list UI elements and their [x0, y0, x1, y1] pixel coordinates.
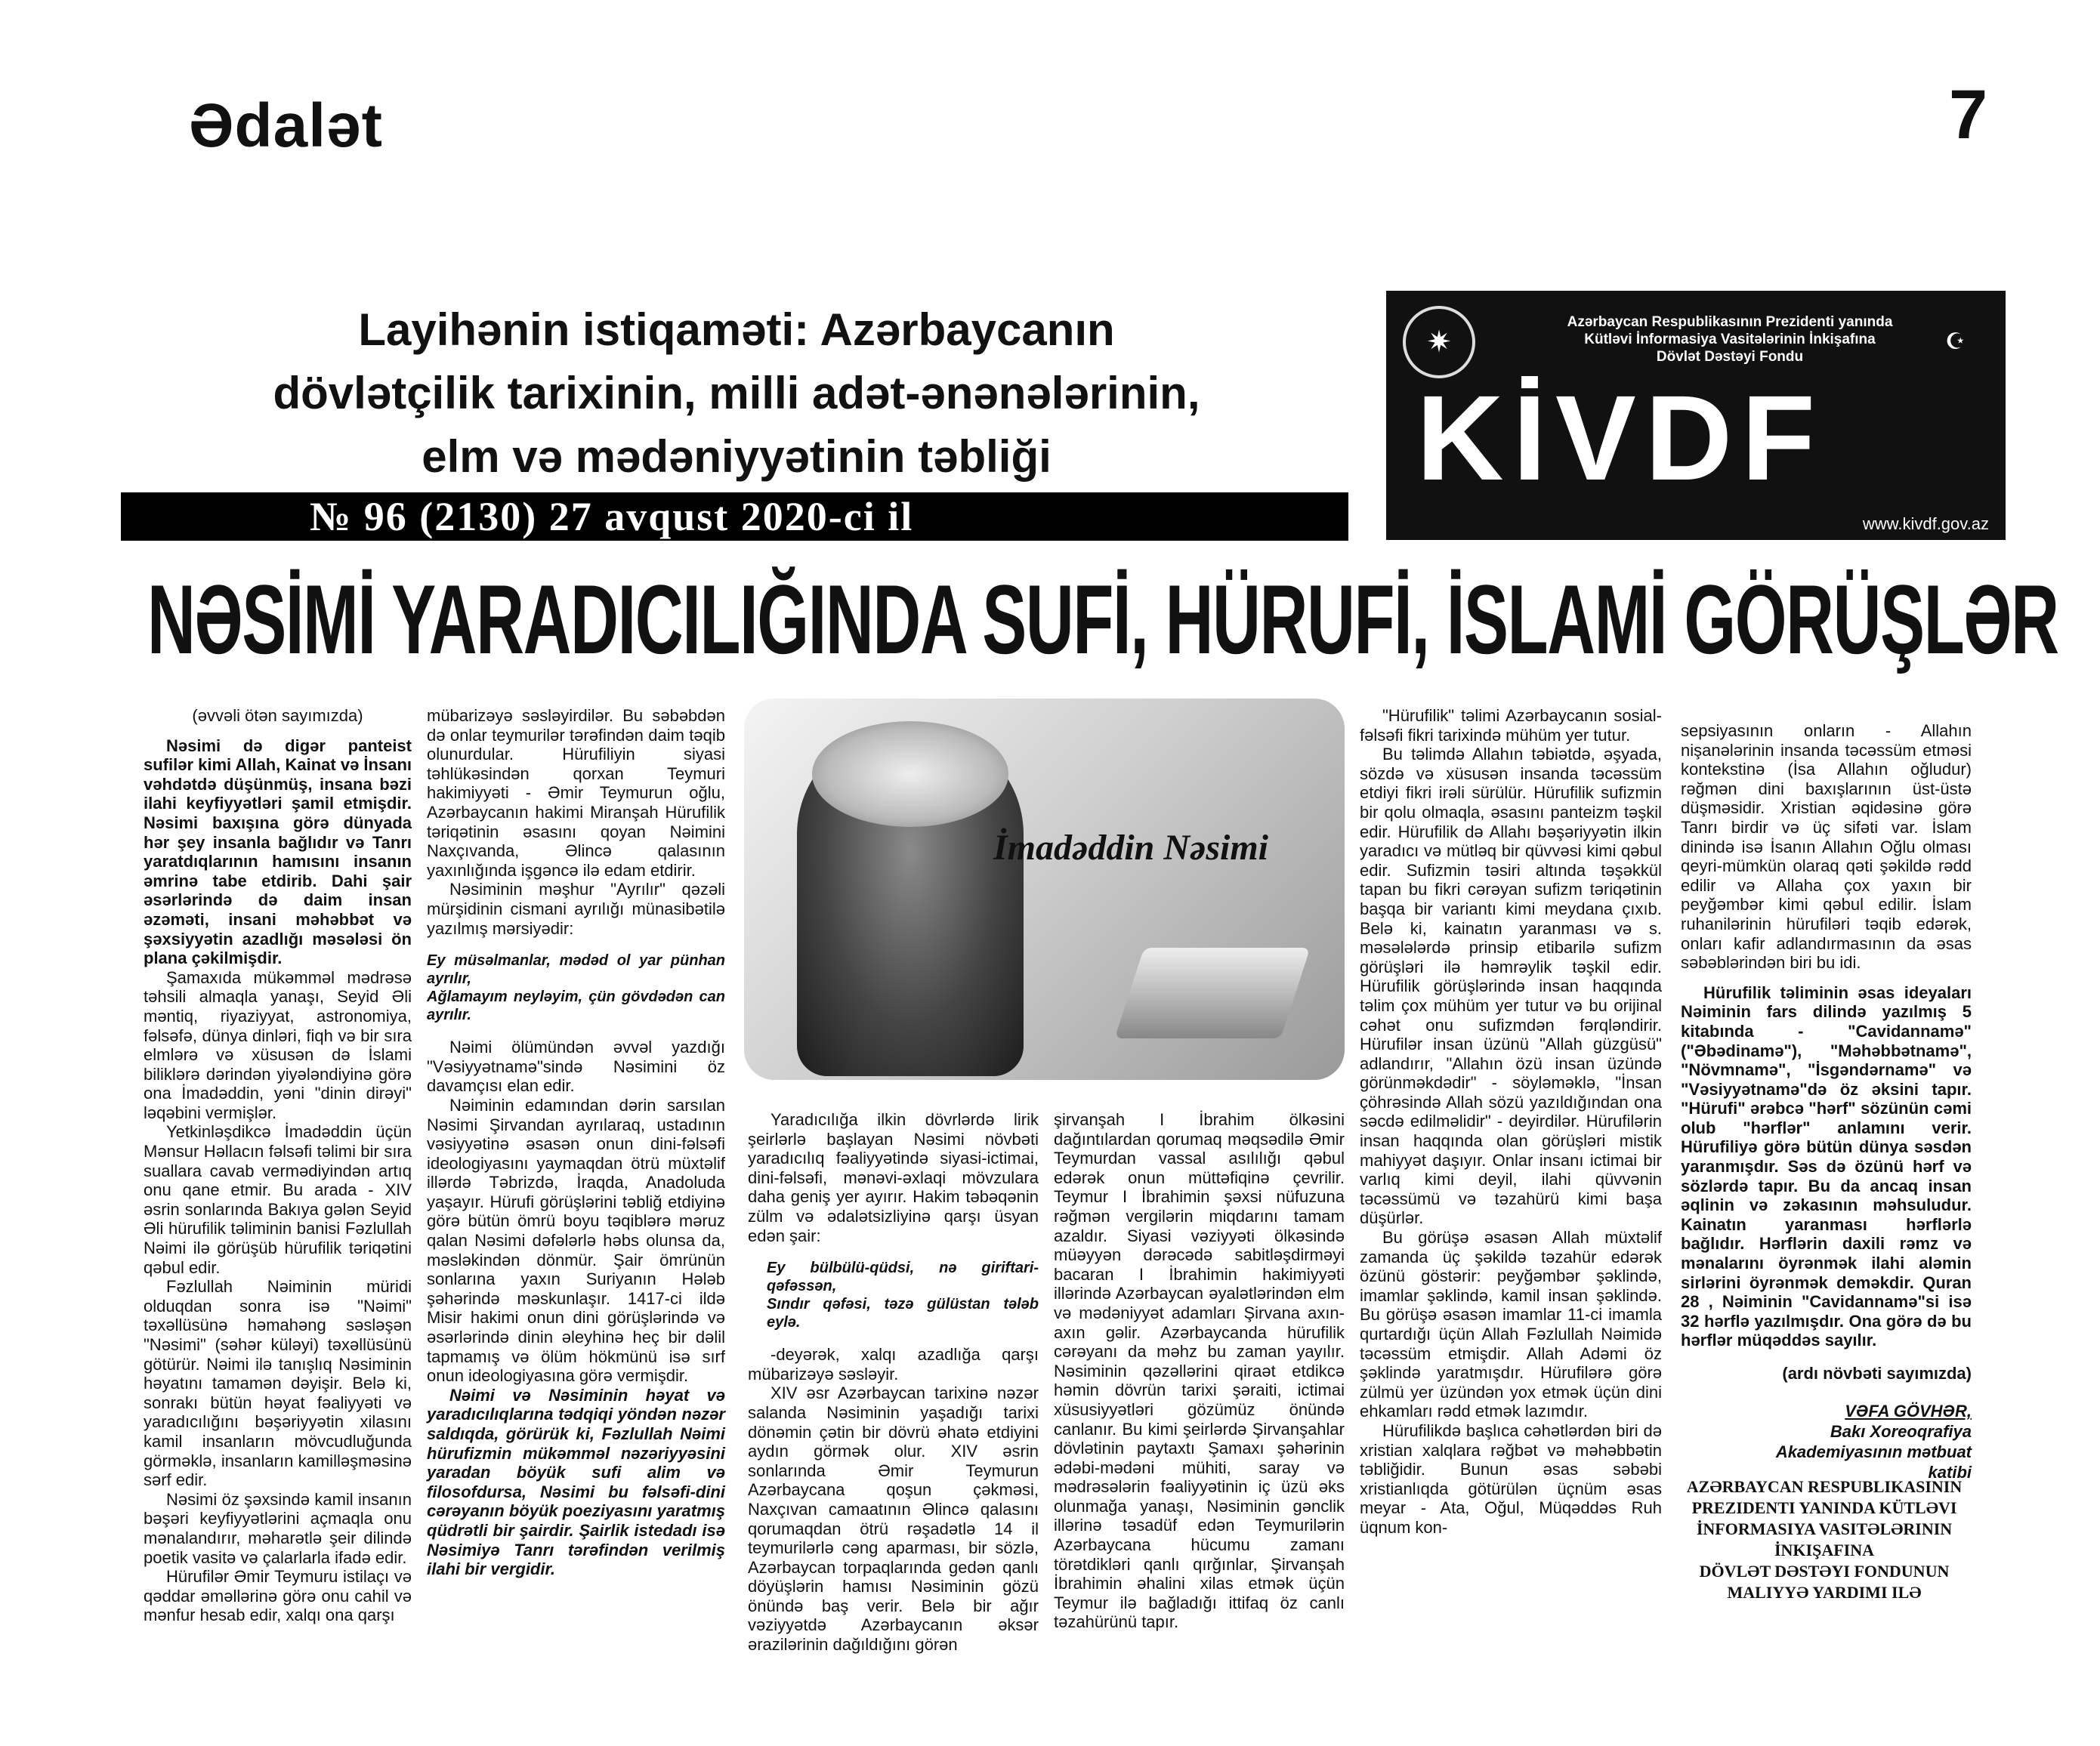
paragraph: Nəimi ölümündən əvvəl yazdığı "Vəsiyyətnamə"sində Nəsimini öz davamçısı elan edir.	[427, 1038, 725, 1096]
article-column-2	[427, 706, 725, 1579]
author-title: Bakı Xoreoqrafiya	[1830, 1422, 1972, 1441]
paragraph: şirvanşah I İbrahim ölkəsini dağıntılardan qorumaq məqsədilə Əmir Teymurdan vassal asılılığı qəbul edərək onun müttəfiqinə çevrilir. Teymur I İbrahimin şəxsi nüfuzuna rəğmən vergilərin miqdarını tamam azaldır. Siyasi vəziyyəti ölkəsində müəyyən dərəcədə sabitləşdirməyi bacaran I İbrahimin hakimiyyəti illərində Azərbaycan əyalətlərindən elm və mədəniyyət adamları Şirvana axın-axın gəlir. Azərbaycanda hürufilik cərəyanı da məhz bu zaman yayılır. Nəsiminin qəzəllərini qiraət etdikcə həmin dövrün tarixi şəraiti, ictimai xüsusiyyətləri gözümüz önündə canlanır. Bu kimi şeirlərdə Şirvanşahlar dövlətinin paytaxtı Şamaxı şəhərinin ədəbi-mədəni mühiti, saray və mədrəsələrin fəaliyyətinin iç üzü əks olunmağa yanaşı, Nəsiminin gənclik illərinə təsadüf edən Teymurilərin Azərbaycana hücumu zamanı törətdikləri qanlı qırğınlar, Şirvanşah İbrahimin əhalini xilas etmək üçün Teymur ilə bağladığı ittifaq öz canlı təzahürünü tapır.	[1054, 1110, 1345, 1632]
paragraph: "Hürufilik" təlimi Azərbaycanın sosial-fəlsəfi fikri tarixində mühüm yer tutur.	[1360, 706, 1662, 745]
paragraph: sepsiyasının onların - Allahın nişanələrinin insanda təcəssüm etməsi kontekstinə (İsa Allahın oğludur) rəğmən dini baxışlarının üst-üstə düşməsidir. Xristian əqidəsinə görə Tanrı birdir və üç sifəti var. İslam dinində isə İsanın Allahın Oğlu olması qeyri-mümkün olaraq qəti şəkildə rədd edilir və Allaha çox yaxın bir peyğəmbər kimi qəbul edilir. İslam ruhanilərinin hürufiləri təqib edərək, onları kafir adlandırmasının da əsas səbəblərindən biri bu idi.	[1681, 721, 1972, 973]
paragraph: Yaradıcılığa ilkin dövrlərdə lirik şeirlərlə başlayan Nəsimi növbəti yaradıcılıq fəaliyyətində siyasi-ictimai, dini-fəlsəfi, mənəvi-əxlaqi mövzulara daha geniş yer ayırır. Hakim təbəqənin zülm və ədalətsizliyinə qarşı üsyan edən şair:	[748, 1110, 1039, 1245]
paragraph: Bu təlimdə Allahın təbiətdə, əşyada, sözdə və xüsusən insanda təcəssüm etdiyi fikri irəli sürülür. Hürufilik sufizmin bir qolu olmaqla, əsasını panteizm təşkil edir. Hürufilik də Allahı bəşəriyyətin ilkin yaradıcı və mütləq bir qüvvəsi kimi qəbul edir. Sufizmin təsiri altında təşəkkül tapan bu fikri cərəyan sufizm təriqətinin başqa bir variantı kimi meydana çıxıb. Belə ki, kainatın yaranması və s. məsələlərdə prinsip etibarilə sufizm görüşləri ilə həmrəylik təşkil edir. Hürufilik görüşlərində insan haqqında təlim çox mühüm yer tutur və bu orijinal cəhət onu sufizmdən fərqləndirir. Hürufilər insan üzünü "Allah güzgüsü" adlandırır, "Allahın özü insan üzündə görünməkdədir" - söyləməklə, "İnsan çöhrəsində Allah sözü yazıldığından ona səcdə edilməlidir" - deyirdilər. Hürufilərin insan haqqında olan görüşləri mistik mahiyyət daşıyır. Onlar insanı ictimai bir varlıq kimi deyil, ilahi qüvvənin təcəssümü və təzahürü kimi başa düşürlər.	[1360, 745, 1662, 1228]
article-column-5	[1360, 706, 1662, 1538]
author-title: Akademiyasının mətbuat katibi	[1775, 1442, 1972, 1482]
issue-bar: № 96 (2130) 27 avqust 2020-ci il	[121, 492, 1348, 541]
sponsor-line: DÖVLƏT DƏSTƏYI FONDUNUN	[1699, 1562, 1950, 1581]
article-column-4	[1054, 1110, 1345, 1632]
poem-line: Sındır qəfəsi, təzə gülüstan tələb eylə.	[767, 1296, 1039, 1331]
fund-name	[1492, 313, 1968, 366]
portrait-turban	[812, 721, 1008, 827]
poem-quote	[767, 1259, 1039, 1331]
paragraph: mübarizəyə səsləyirdilər. Bu səbəbdən də onlar teymurilər tərəfindən daim təqib olunurdular. Hürufiliyin siyasi təhlükəsindən qorxan Teymuri hakimiyyəti - Əmir Teymurun oğlu, Azərbaycanın hakimi Miranşah Hürufilik təriqətinin əsasını qoyan Nəimini Naxçıvanda, Əlincə qalasının yaxınlığında işgəncə ilə edam etdirir.	[427, 706, 725, 880]
paragraph: Fəzlullah Nəiminin müridi olduqdan sonra isə "Nəimi" təxəllüsünə həmahəng səsləşən "Nəsimi" (səhər küləyi) təxəllüsünü götürür. Nəimi ilə tanışlıq Nəsiminin həyatını tamamən dəyişir. Belə ki, sonrakı bütün həyat fəaliyyəti və yaradıcılığını bəşəriyyətin xilasını kamil insanların mövcudluğunda görməklə, insanların kamilləşməsinə sərf edir.	[144, 1277, 412, 1490]
paragraph: Şamaxıda mükəmməl mədrəsə təhsili almaqla yanaşı, Seyid Əli məntiq, riyaziyyat, astronomiya, fəlsəfə, dünya dinləri, fiqh və bir sıra elmlərə və xüsusən də İslami biliklərə dərindən yiyələndiyinə görə ona İmadəddin, yəni "dinin dirəyi" ləqəbini vermişlər.	[144, 967, 412, 1122]
sponsor-line: PREZIDENTI YANINDA KÜTLƏVI	[1691, 1498, 1957, 1517]
author-name: VƏFA GÖVHƏR,	[1845, 1402, 1972, 1421]
paragraph: -deyərək, xalqı azadlığa qarşı mübarizəyə səsləyir.	[748, 1345, 1039, 1384]
tagline-line: dövlətçilik tarixinin, milli adət-ənənələrinin,	[273, 368, 1200, 418]
tagline-line: Layihənin istiqaməti: Azərbaycanın	[358, 304, 1115, 355]
nasimi-portrait-image	[744, 699, 1345, 1080]
project-tagline	[113, 298, 1360, 489]
paragraph: Yetkinləşdikcə İmadəddin üçün Mənsur Həllacın fəlsəfi təlimi bir sıra suallara cavab vermədiyindən artıq onu qane etmir. Bu arada - XIV əsrin sonlarında Bakıya gələn Seyid Əli hürufilik təliminin banisi Fəzlullah Nəimi ilə görüşüb hürufilik təriqətini qəbul edir.	[144, 1122, 412, 1277]
fund-website: www.kivdf.gov.az	[1862, 514, 1989, 533]
continued-note: (əvvəli ötən sayımızda)	[192, 706, 363, 725]
tagline-line: elm və mədəniyyətinin təbliği	[422, 431, 1052, 482]
paragraph: Nəsimi öz şəxsində kamil insanın bəşəri keyfiyyətlərini açmaqla onu mənalandırır, məharətlə şeir dilində poetik vasitə və çalarlarla ifadə edir.	[144, 1489, 412, 1567]
sponsor-note	[1662, 1476, 1987, 1603]
state-emblem-icon: ✷	[1403, 306, 1475, 378]
paragraph: Hürufilik təliminin əsas ideyaları Nəiminin fars dilində yazılmış 5 kitabında - "Cavidannamə" ("Əbədinamə"), "Məhəbbətnamə", "Növmnamə", "İsgəndərnamə" və "Vəsiyyətnamə"də öz əksini tapır. "Hürufi" ərəbcə "hərf" sözünün cəmi olub "hərflər" anlamını verir. Hürufiliyə görə bütün dünya səsdən yaranmışdır. Səs də özünü hərf və sözlərdə tapır. Bu da ancaq insan əqlinin və zəkasının məhsuludur. Kainatın yaranması hərflərlə bağlıdır. Hərflərin daxili rəmz və mənalarını öyrənmək ilahi aləmin sirlərini öyrənmək deməkdir. Quran 28 , Nəiminin "Cavidannamə"si isə 32 hərflə yazılmışdır. Ona görə də bu hərflər müqəddəs sayılır.	[1681, 983, 1972, 1350]
article-column-3	[748, 1110, 1039, 1655]
paragraph: Hürufilər Əmir Teymuru istilaçı və qəddar əməllərinə görə onu cahil və mənfur hesab edir, xalqı ona qarşı	[144, 1567, 412, 1625]
image-caption: İmadəddin Nəsimi	[993, 828, 1269, 868]
fund-name-line: Kütləvi İnformasiya Vasitələrinin İnkişafına	[1584, 332, 1876, 347]
poem-quote	[427, 952, 725, 1024]
poem-line: Ey bülbülü-qüdsi, nə giriftari-qəfəssən,	[767, 1260, 1039, 1295]
fund-name-line: Dövlət Dəstəyi Fondu	[1656, 349, 1804, 365]
poem-line: Ey müsəlmanlar, mədəd ol yar pünhan ayrılır,	[427, 952, 725, 988]
open-book-illustration	[1115, 948, 1311, 1038]
paragraph: XIV əsr Azərbaycan tarixinə nəzər salanda Nəsiminin yaşadığı tarixi dönəmin çətin bir dövrü əhatə etdiyini aydın görmək olur. XIV əsrin sonlarında Əmir Teymurun Azərbaycana qoşun çəkməsi, Naxçıvan camaatının Əlincə qalasını qorumaqdan ötrü rəşadətlə 14 il teymurilərlə cəng aparması, bir sözlə, Azərbaycan torpaqlarında gedən qanlı döyüşlərin hamısı Nəsiminin gözü önündə baş verir. Belə bir ağır vəziyyətdə Azərbaycanın əksər ərazilərinin dağıldığını görən	[748, 1384, 1039, 1655]
sponsor-line: MALIYYƏ YARDIMI ILƏ	[1727, 1583, 1922, 1602]
author-signature	[1737, 1401, 1972, 1482]
crescent-star-icon: ☪	[1945, 329, 1966, 354]
continued-next-note: (ardı növbəti sayımızda)	[1782, 1364, 1972, 1383]
kivdf-logo-block	[1386, 291, 2006, 540]
fund-name-line: Azərbaycan Respublikasının Prezidenti yanında	[1567, 314, 1893, 330]
paragraph: Nəiminin edamından dərin sarsılan Nəsimi Şirvandan ayrılaraq, ustadının vəsiyyətinə əsasən onun dini-fəlsəfi ideologiyasını yaymaqdan ötrü müxtəlif illərdə Təbrizdə, İraqda, Anadoluda yaşayır. Hürufi görüşlərini təbliğ etdiyinə görə bütün ömrü boyu təqiblərə məruz qalan Nəsimi dəfələrlə həbs olunsa da, məsləkindən dönmür. Şair ömrünün sonlarına yaxın Suriyanın Hələb şəhərində məskunlaşır. 1417-ci ildə Misir hakimi onun dini görüşlərində və əsərlərində dinin əleyhinə heç bir dəlil tapmamış və ölüm hökmünü isə sırf onun ideologiyasına görə vermişdir.	[427, 1095, 725, 1386]
sponsor-line: İNFORMASIYA VASITƏLƏRININ İNKIŞAFINA	[1696, 1519, 1953, 1559]
kivdf-logo-text: KİVDF	[1416, 370, 1824, 505]
paragraph: Hürufilikdə başlıca cəhətlərdən biri də xristian xalqlara rəğbət və məhəbbətin təbliğidir. Bunun əsas səbəbi xristianlıqda götürülən üçnüm əsas meyar - Ata, Oğul, Müqəddəs Ruh üqnum kon-	[1360, 1421, 1662, 1537]
paragraph: Nəsimi də digər panteist sufilər kimi Allah, Kainat və İnsanı vəhdətdə düşünmüş, insana bəzi ilahi keyfiyyətləri şamil etmişdir. Nəsimi baxışına görə dünyada hər şey insanla bağlıdır və Tanrı yaratdıqlarının hamısını insanın əmrinə tabe etdirib. Dahi şair əsərlərində də daim insan əzəməti, insani məhəbbət və şəxsiyyətin azadlığı məsələsi ön plana çəkilmişdir.	[144, 736, 412, 968]
paragraph: Nəsiminin məşhur "Ayrılır" qəzəli mürşidinin cismani ayrılığı münasibətilə yazılmış mərsiyədir:	[427, 880, 725, 938]
article-column-1	[144, 706, 412, 1625]
newspaper-name: Ədalət	[189, 91, 383, 160]
page-number: 7	[1949, 76, 1988, 153]
poem-line: Ağlamayım neyləyim, çün gövdədən can ayrılır.	[427, 989, 725, 1024]
sponsor-line: AZƏRBAYCAN RESPUBLIKASININ	[1686, 1477, 1963, 1496]
paragraph: Bu görüşə əsasən Allah müxtəlif zamanda üç şəkildə təzahür edərək özünü göstərir: peyğəmbər şəklində, imamlar şəklində, kamil insan şəklində. Bu görüşə əsasən imamlar 11-ci imamla qurtardığı üçün Allah Fəzlullah Nəimidə təcəssüm etmişdir. Allah Adəmi öz şəklində yaratmışdır. Hürufilərə görə zülmü yer üzündən yox etmək üçün dini ehkamları rədd etmək lazımdır.	[1360, 1228, 1662, 1421]
article-headline: NƏSİMİ YARADICILIĞINDA SUFİ, HÜRUFİ, İSLAMİ GÖRÜŞLƏR	[147, 564, 2058, 674]
paragraph: Nəimi və Nəsiminin həyat və yaradıcılıqlarına tədqiqi yöndən nəzər saldıqda, görürük ki, Fəzlullah Nəimi hürufizmin mükəmməl nəzəriyyəsini yaradan böyük sufi alim və filosofdursa, Nəsimi bu fəlsəfi-dini cərəyanın böyük poeziyasını yaratmış qüdrətli bir şairdir. Şairlik istedadı isə Nəsimiyə Tanrı tərəfindən verilmiş ilahi bir vergidir.	[427, 1385, 725, 1579]
article-column-6	[1681, 721, 1972, 1384]
